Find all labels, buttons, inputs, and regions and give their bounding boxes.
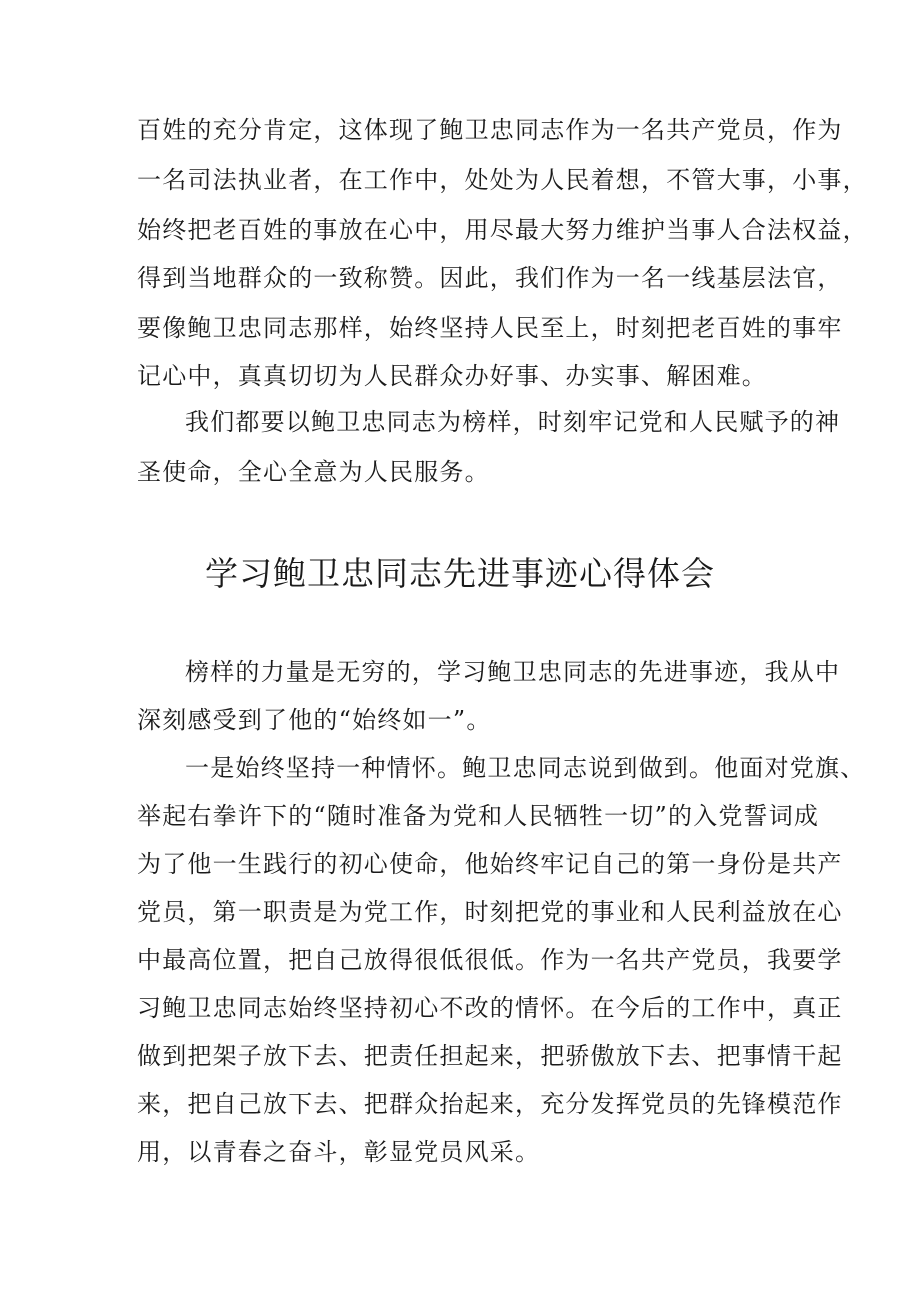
paragraph-line: 一是始终坚持一种情怀。鲍卫忠同志说到做到。他面对党旗、 bbox=[185, 754, 866, 782]
paragraph-line: 用，以青春之奋斗，彰显党员风采。 bbox=[137, 1138, 541, 1166]
intro-line: 始终把老百姓的事放在心中，用尽最大努力维护当事人合法权益， bbox=[137, 216, 868, 244]
paragraph-line: 为了他一生践行的初心使命，他始终牢记自己的第一身份是共产 bbox=[137, 850, 843, 878]
paragraph-line: 做到把架子放下去、把责任担起来，把骄傲放下去、把事情干起 bbox=[137, 1042, 843, 1070]
closing-line: 圣使命，全心全意为人民服务。 bbox=[137, 458, 490, 486]
paragraph-line: 榜样的力量是无穷的，学习鲍卫忠同志的先进事迹，我从中 bbox=[185, 658, 841, 686]
intro-line: 百姓的充分肯定，这体现了鲍卫忠同志作为一名共产党员，作为 bbox=[137, 116, 843, 144]
paragraph-line: 来，把自己放下去、把群众抬起来，充分发挥党员的先锋模范作 bbox=[137, 1090, 843, 1118]
page-title: 学习鲍卫忠同志先进事迹心得体会 bbox=[205, 554, 715, 593]
intro-line: 一名司法执业者，在工作中，处处为人民着想，不管大事，小事， bbox=[137, 166, 868, 194]
paragraph-line: 深刻感受到了他的“始终如一”。 bbox=[137, 706, 492, 734]
closing-line: 我们都要以鲍卫忠同志为榜样，时刻牢记党和人民赋予的神 bbox=[185, 408, 841, 436]
paragraph-line: 举起右拳许下的“随时准备为党和人民牺牲一切”的入党誓词成 bbox=[137, 802, 820, 830]
intro-line: 得到当地群众的一致称赞。因此，我们作为一名一线基层法官， bbox=[137, 264, 843, 292]
paragraph-line: 中最高位置，把自己放得很低很低。作为一名共产党员，我要学 bbox=[137, 946, 843, 974]
intro-line: 要像鲍卫忠同志那样，始终坚持人民至上，时刻把老百姓的事牢 bbox=[137, 314, 843, 342]
paragraph-line: 党员，第一职责是为党工作，时刻把党的事业和人民利益放在心 bbox=[137, 898, 843, 926]
paragraph-line: 习鲍卫忠同志始终坚持初心不改的情怀。在今后的工作中，真正 bbox=[137, 994, 843, 1022]
intro-line: 记心中，真真切切为人民群众办好事、办实事、解困难。 bbox=[137, 362, 767, 390]
